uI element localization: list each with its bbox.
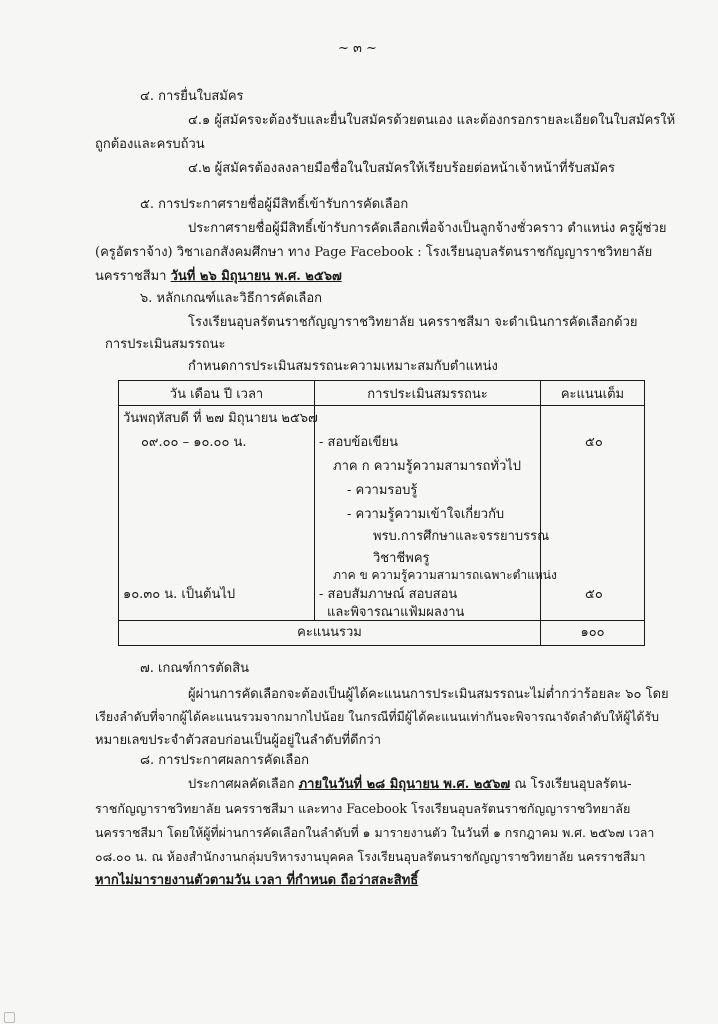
forfeit-notice: หากไม่มารายงานตัวตามวัน เวลา ที่กำหนด ถือว่าสละสิทธิ์ [95, 873, 419, 888]
time-written: ๐๙.๐๐ – ๑๐.๐๐ น. [141, 435, 247, 450]
interview-cont: และพิจารณาแฟ้มผลงาน [327, 605, 465, 620]
table-header-score: คะแนนเต็ม [541, 381, 645, 406]
date-cell [119, 406, 318, 621]
section-8-line-1-c: ณ โรงเรียนอุบลรัตน- [510, 777, 632, 792]
section-5-line-1: ประกาศรายชื่อผู้มีสิทธิ์เข้ารับการคัดเลือกเพื่อจ้างเป็นลูกจ้างชั่วคราว ตำแหน่ง ครูผู้ช่วย [188, 221, 667, 236]
table-row [119, 406, 645, 621]
total-label: คะแนนรวม [119, 621, 541, 646]
part-a-item-2: - ความรู้ความเข้าใจเกี่ยวกับ [347, 507, 505, 522]
section-8-line-2: ราชกัญญาราชวิทยาลัย นครราชสีมา และทาง Facebook โรงเรียนอุบลรัตนราชกัญญาราชวิทยาลัย [95, 801, 631, 816]
part-a-item-2-cont-2: วิชาชีพครู [373, 551, 430, 566]
assessment-cell [315, 406, 557, 621]
section-6-line-1: โรงเรียนอุบลรัตนราชกัญญาราชวิทยาลัย นครราชสีมา จะดำเนินการคัดเลือกด้วย [188, 315, 638, 330]
section-6-line-3: กำหนดการประเมินสมรรถนะความเหมาะสมกับตำแหน่ง [188, 359, 498, 374]
total-value: ๑๐๐ [541, 621, 645, 646]
section-7-line-3: หมายเลขประจำตัวสอบก่อนเป็นผู้อยู่ในลำดับที่ดีกว่า [95, 733, 382, 748]
section-7-line-1: ผู้ผ่านการคัดเลือกจะต้องเป็นผู้ได้คะแนนการประเมินสมรรถนะไม่ต่ำกว่าร้อยละ ๖๐ โดย [188, 687, 669, 702]
page-number: ~ ๓ ~ [338, 41, 377, 56]
scanner-logo-icon [4, 1012, 15, 1023]
section-5-title: ๕. การประกาศรายชื่อผู้มีสิทธิ์เข้ารับการคัดเลือก [140, 197, 409, 212]
part-b: ภาค ข ความรู้ความสามารถเฉพาะตำแหน่ง [333, 568, 557, 582]
section-7-line-2: เรียงลำดับที่จากผู้ได้คะแนนรวมจากมากไปน้อย ในกรณีที่มีผู้ได้คะแนนเท่ากันจะพิจารณาจัดลำดับให้ผู้ได้รับ [95, 709, 659, 724]
section-4-item-1: ๔.๑ ผู้สมัครจะต้องรับและยื่นใบสมัครด้วยตนเอง และต้องกรอกรายละเอียดในใบสมัครให้ [188, 113, 676, 128]
section-6-title: ๖. หลักเกณฑ์และวิธีการคัดเลือก [140, 291, 323, 306]
section-6-line-2: การประเมินสมรรถนะ [105, 337, 226, 352]
section-4-title: ๔. การยื่นใบสมัคร [140, 89, 244, 104]
score-cell [541, 406, 645, 621]
section-5-line-3 [95, 268, 342, 286]
announce-date: วันที่ ๒๖ มิถุนายน พ.ศ. ๒๕๖๗ [170, 269, 342, 284]
section-5-line-2: (ครูอัตราจ้าง) วิชาเอกสังคมศึกษา ทาง Page Facebook : โรงเรียนอุบลรัตนราชกัญญาราชวิทยาลัย [95, 245, 653, 260]
section-8-title: ๘. การประกาศผลการคัดเลือก [140, 753, 310, 768]
time-interview: ๑๐.๓๐ น. เป็นต้นไป [123, 587, 236, 602]
table-header-row [119, 381, 645, 406]
section-8-line-1 [188, 776, 632, 794]
result-date: ภายในวันที่ ๒๘ มิถุนายน พ.ศ. ๒๕๖๗ [298, 777, 511, 792]
assessment-table [118, 380, 645, 646]
table-header-date: วัน เดือน ปี เวลา [119, 381, 315, 406]
score-written: ๕๐ [585, 435, 603, 450]
section-8-line-1-a: ประกาศผลคัดเลือก [188, 777, 299, 792]
table-header-assessment: การประเมินสมรรถนะ [315, 381, 541, 406]
part-a-item-2-cont: พรบ.การศึกษาและจรรยาบรรณ [373, 529, 550, 544]
section-7-title: ๗. เกณฑ์การตัดสิน [140, 661, 250, 676]
section-8-line-3: นครราชสีมา โดยให้ผู้ที่ผ่านการคัดเลือกในลำดับที่ ๑ มารายงานตัว ในวันที่ ๑ กรกฎาคม พ.ศ. ๒๕๖๗ เวลา [95, 825, 655, 840]
interview: - สอบสัมภาษณ์ สอบสอน [319, 587, 458, 602]
section-8-line-4: ๐๘.๐๐ น. ณ ห้องสำนักงานกลุ่มบริหารงานบุคคล โรงเรียนอุบลรัตนราชกัญญาราชวิทยาลัย นครราชสีมา [95, 849, 646, 864]
part-a-item-1: - ความรอบรู้ [347, 483, 418, 498]
table-total-row [119, 621, 645, 646]
score-interview: ๕๐ [585, 587, 603, 602]
exam-date: วันพฤหัสบดี ที่ ๒๗ มิถุนายน ๒๕๖๗ [123, 411, 318, 426]
section-5-line-3-text: นครราชสีมา [95, 269, 171, 284]
part-a: ภาค ก ความรู้ความสามารถทั่วไป [333, 459, 522, 474]
section-4-item-2: ๔.๒ ผู้สมัครต้องลงลายมือชื่อในใบสมัครให้เรียบร้อยต่อหน้าเจ้าหน้าที่รับสมัคร [188, 161, 616, 176]
written-exam: - สอบข้อเขียน [319, 435, 399, 450]
section-4-item-1-cont: ถูกต้องและครบถ้วน [95, 137, 205, 152]
